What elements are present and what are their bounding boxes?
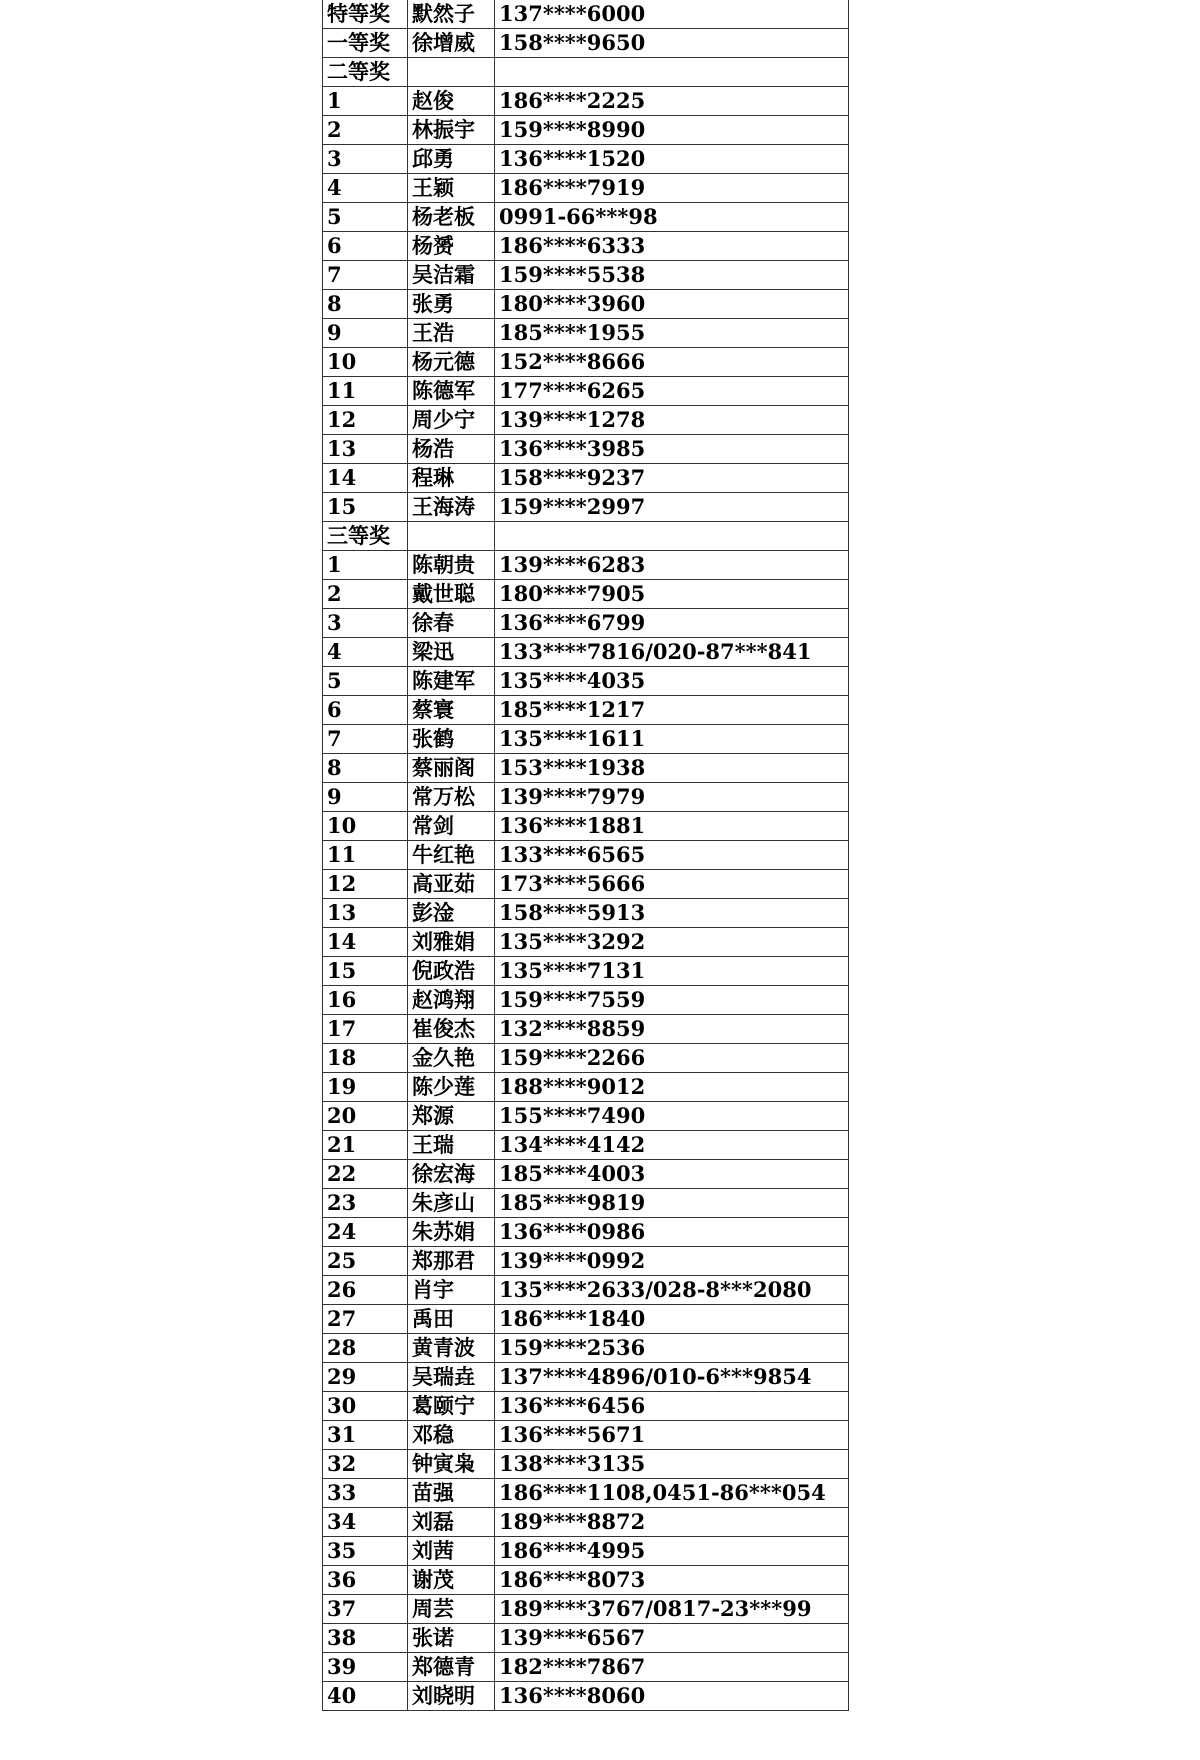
first-prize-row — [323, 29, 849, 58]
rank-cell: 17 — [323, 1015, 408, 1044]
winner-name-cell: 邓稳 — [408, 1421, 495, 1450]
rank-cell: 15 — [323, 493, 408, 522]
rank-cell: 22 — [323, 1160, 408, 1189]
phone-cell: 180****7905 — [495, 580, 849, 609]
table-row — [323, 1044, 849, 1073]
rank-cell: 13 — [323, 899, 408, 928]
table-row — [323, 377, 849, 406]
winner-name-cell: 陈德军 — [408, 377, 495, 406]
winner-name-cell: 陈建军 — [408, 667, 495, 696]
table-row — [323, 812, 849, 841]
rank-cell: 4 — [323, 174, 408, 203]
rank-cell: 8 — [323, 290, 408, 319]
winner-name-cell: 杨元德 — [408, 348, 495, 377]
phone-cell: 188****9012 — [495, 1073, 849, 1102]
phone-cell: 159****8990 — [495, 116, 849, 145]
rank-cell: 28 — [323, 1334, 408, 1363]
rank-cell: 19 — [323, 1073, 408, 1102]
rank-cell: 15 — [323, 957, 408, 986]
table-row — [323, 406, 849, 435]
rank-cell: 23 — [323, 1189, 408, 1218]
winner-name-cell: 周少宁 — [408, 406, 495, 435]
rank-cell: 3 — [323, 609, 408, 638]
phone-cell: 159****5538 — [495, 261, 849, 290]
winner-name-cell: 常万松 — [408, 783, 495, 812]
phone-cell: 135****2633/028-8***2080 — [495, 1276, 849, 1305]
table-row — [323, 754, 849, 783]
rank-cell: 7 — [323, 725, 408, 754]
rank-cell: 5 — [323, 667, 408, 696]
winner-name-cell: 徐宏海 — [408, 1160, 495, 1189]
winner-name-cell: 陈少莲 — [408, 1073, 495, 1102]
rank-cell: 37 — [323, 1595, 408, 1624]
phone-cell: 139****7979 — [495, 783, 849, 812]
table-row — [323, 870, 849, 899]
phone-cell: 136****1520 — [495, 145, 849, 174]
winner-name-cell: 王浩 — [408, 319, 495, 348]
table-row — [323, 928, 849, 957]
phone-cell: 133****6565 — [495, 841, 849, 870]
phone-cell: 186****1840 — [495, 1305, 849, 1334]
rank-cell: 38 — [323, 1624, 408, 1653]
table-row — [323, 899, 849, 928]
table-row — [323, 1247, 849, 1276]
grand-prize-phone: 137****6000 — [495, 0, 849, 29]
winner-name-cell: 杨老板 — [408, 203, 495, 232]
table-row — [323, 319, 849, 348]
winner-name-cell: 郑那君 — [408, 1247, 495, 1276]
winner-name-cell: 王颖 — [408, 174, 495, 203]
rank-cell: 7 — [323, 261, 408, 290]
table-row — [323, 116, 849, 145]
rank-cell: 31 — [323, 1421, 408, 1450]
rank-cell: 9 — [323, 319, 408, 348]
winner-name-cell: 邱勇 — [408, 145, 495, 174]
winner-name-cell: 苗强 — [408, 1479, 495, 1508]
table-row — [323, 1305, 849, 1334]
phone-cell: 155****7490 — [495, 1102, 849, 1131]
winner-name-cell: 周芸 — [408, 1595, 495, 1624]
table-row — [323, 1334, 849, 1363]
winner-name-cell: 刘晓明 — [408, 1682, 495, 1711]
rank-cell: 1 — [323, 87, 408, 116]
table-row — [323, 1160, 849, 1189]
rank-cell: 12 — [323, 870, 408, 899]
rank-cell: 40 — [323, 1682, 408, 1711]
winner-name-cell: 徐春 — [408, 609, 495, 638]
rank-cell: 2 — [323, 580, 408, 609]
table-row — [323, 986, 849, 1015]
table-row — [323, 1015, 849, 1044]
winner-name-cell: 吴瑞垚 — [408, 1363, 495, 1392]
table-row — [323, 1392, 849, 1421]
rank-cell: 3 — [323, 145, 408, 174]
phone-cell: 186****4995 — [495, 1537, 849, 1566]
winner-name-cell: 张诺 — [408, 1624, 495, 1653]
phone-cell: 134****4142 — [495, 1131, 849, 1160]
table-row — [323, 1363, 849, 1392]
winner-name-cell: 崔俊杰 — [408, 1015, 495, 1044]
winner-name-cell: 张勇 — [408, 290, 495, 319]
rank-cell: 24 — [323, 1218, 408, 1247]
table-row — [323, 1653, 849, 1682]
phone-cell: 189****8872 — [495, 1508, 849, 1537]
phone-cell: 185****4003 — [495, 1160, 849, 1189]
phone-cell: 135****4035 — [495, 667, 849, 696]
rank-cell: 27 — [323, 1305, 408, 1334]
table-row — [323, 290, 849, 319]
rank-cell: 36 — [323, 1566, 408, 1595]
phone-cell: 186****2225 — [495, 87, 849, 116]
winner-name-cell: 钟寅枭 — [408, 1450, 495, 1479]
phone-cell: 135****3292 — [495, 928, 849, 957]
table-row — [323, 261, 849, 290]
phone-cell: 138****3135 — [495, 1450, 849, 1479]
empty-cell — [408, 522, 495, 551]
winner-name-cell: 牛红艳 — [408, 841, 495, 870]
winner-name-cell: 葛颐宁 — [408, 1392, 495, 1421]
phone-cell: 159****2997 — [495, 493, 849, 522]
phone-cell: 139****6567 — [495, 1624, 849, 1653]
rank-cell: 21 — [323, 1131, 408, 1160]
table-row — [323, 580, 849, 609]
second-prize-label: 二等奖 — [323, 58, 408, 87]
phone-cell: 136****8060 — [495, 1682, 849, 1711]
rank-cell: 9 — [323, 783, 408, 812]
table-row — [323, 493, 849, 522]
phone-cell: 135****1611 — [495, 725, 849, 754]
winner-name-cell: 刘雅娟 — [408, 928, 495, 957]
winner-name-cell: 常剑 — [408, 812, 495, 841]
grand-prize-label: 特等奖 — [323, 0, 408, 29]
rank-cell: 35 — [323, 1537, 408, 1566]
phone-cell: 186****8073 — [495, 1566, 849, 1595]
phone-cell: 132****8859 — [495, 1015, 849, 1044]
winner-name-cell: 金久艳 — [408, 1044, 495, 1073]
table-row — [323, 1276, 849, 1305]
rank-cell: 11 — [323, 841, 408, 870]
table-row — [323, 145, 849, 174]
third-prize-label: 三等奖 — [323, 522, 408, 551]
table-row — [323, 232, 849, 261]
rank-cell: 25 — [323, 1247, 408, 1276]
table-row — [323, 1595, 849, 1624]
phone-cell: 139****6283 — [495, 551, 849, 580]
rank-cell: 34 — [323, 1508, 408, 1537]
winner-name-cell: 张鹤 — [408, 725, 495, 754]
table-row — [323, 435, 849, 464]
table-row — [323, 1624, 849, 1653]
winner-name-cell: 林振宇 — [408, 116, 495, 145]
winner-name-cell: 蔡丽阁 — [408, 754, 495, 783]
winner-name-cell: 谢茂 — [408, 1566, 495, 1595]
winner-name-cell: 倪政浩 — [408, 957, 495, 986]
rank-cell: 14 — [323, 928, 408, 957]
winner-name-cell: 戴世聪 — [408, 580, 495, 609]
rank-cell: 6 — [323, 232, 408, 261]
rank-cell: 4 — [323, 638, 408, 667]
table-row — [323, 1479, 849, 1508]
phone-cell: 189****3767/0817-23***99 — [495, 1595, 849, 1624]
rank-cell: 12 — [323, 406, 408, 435]
rank-cell: 20 — [323, 1102, 408, 1131]
table-row — [323, 609, 849, 638]
winner-name-cell: 黄青波 — [408, 1334, 495, 1363]
table-row — [323, 1450, 849, 1479]
table-row — [323, 783, 849, 812]
rank-cell: 1 — [323, 551, 408, 580]
winner-name-cell: 陈朝贵 — [408, 551, 495, 580]
rank-cell: 16 — [323, 986, 408, 1015]
rank-cell: 26 — [323, 1276, 408, 1305]
table-row — [323, 551, 849, 580]
table-row — [323, 1189, 849, 1218]
rank-cell: 6 — [323, 696, 408, 725]
phone-cell: 136****0986 — [495, 1218, 849, 1247]
empty-cell — [408, 58, 495, 87]
phone-cell: 136****3985 — [495, 435, 849, 464]
rank-cell: 11 — [323, 377, 408, 406]
phone-cell: 136****6799 — [495, 609, 849, 638]
rank-cell: 39 — [323, 1653, 408, 1682]
winner-name-cell: 王瑞 — [408, 1131, 495, 1160]
winner-name-cell: 赵鸿翔 — [408, 986, 495, 1015]
rank-cell: 29 — [323, 1363, 408, 1392]
winner-name-cell: 王海涛 — [408, 493, 495, 522]
phone-cell: 177****6265 — [495, 377, 849, 406]
table-row — [323, 1508, 849, 1537]
table-row — [323, 87, 849, 116]
phone-cell: 136****1881 — [495, 812, 849, 841]
table-row — [323, 1537, 849, 1566]
winner-name-cell: 彭淦 — [408, 899, 495, 928]
rank-cell: 8 — [323, 754, 408, 783]
rank-cell: 18 — [323, 1044, 408, 1073]
table-row — [323, 1102, 849, 1131]
first-prize-phone: 158****9650 — [495, 29, 849, 58]
table-row — [323, 1421, 849, 1450]
winner-name-cell: 梁迅 — [408, 638, 495, 667]
phone-cell: 133****7816/020-87***841 — [495, 638, 849, 667]
phone-cell: 159****7559 — [495, 986, 849, 1015]
rank-cell: 5 — [323, 203, 408, 232]
winners-table — [322, 0, 849, 1711]
table-row — [323, 1682, 849, 1711]
winner-name-cell: 刘磊 — [408, 1508, 495, 1537]
winner-name-cell: 赵俊 — [408, 87, 495, 116]
phone-cell: 136****5671 — [495, 1421, 849, 1450]
winner-name-cell: 朱苏娟 — [408, 1218, 495, 1247]
first-prize-label: 一等奖 — [323, 29, 408, 58]
table-row — [323, 1566, 849, 1595]
phone-cell: 173****5666 — [495, 870, 849, 899]
winner-name-cell: 吴洁霜 — [408, 261, 495, 290]
rank-cell: 32 — [323, 1450, 408, 1479]
table-row — [323, 1131, 849, 1160]
phone-cell: 136****6456 — [495, 1392, 849, 1421]
empty-cell — [495, 522, 849, 551]
rank-cell: 10 — [323, 812, 408, 841]
rank-cell: 14 — [323, 464, 408, 493]
phone-cell: 137****4896/010-6***9854 — [495, 1363, 849, 1392]
phone-cell: 186****7919 — [495, 174, 849, 203]
phone-cell: 186****6333 — [495, 232, 849, 261]
winner-name-cell: 蔡寰 — [408, 696, 495, 725]
rank-cell: 30 — [323, 1392, 408, 1421]
phone-cell: 185****1955 — [495, 319, 849, 348]
table-row — [323, 174, 849, 203]
rank-cell: 2 — [323, 116, 408, 145]
winner-name-cell: 杨赟 — [408, 232, 495, 261]
winner-name-cell: 郑源 — [408, 1102, 495, 1131]
table-row — [323, 203, 849, 232]
phone-cell: 153****1938 — [495, 754, 849, 783]
phone-cell: 180****3960 — [495, 290, 849, 319]
phone-cell: 158****9237 — [495, 464, 849, 493]
phone-cell: 182****7867 — [495, 1653, 849, 1682]
table-row — [323, 725, 849, 754]
winner-name-cell: 杨浩 — [408, 435, 495, 464]
phone-cell: 185****9819 — [495, 1189, 849, 1218]
third-prize-header-row — [323, 522, 849, 551]
empty-cell — [495, 58, 849, 87]
grand-prize-name: 默然子 — [408, 0, 495, 29]
winner-name-cell: 朱彦山 — [408, 1189, 495, 1218]
phone-cell: 185****1217 — [495, 696, 849, 725]
table-row — [323, 348, 849, 377]
first-prize-name: 徐增威 — [408, 29, 495, 58]
table-row — [323, 1073, 849, 1102]
table-row — [323, 638, 849, 667]
table-row — [323, 957, 849, 986]
phone-cell: 159****2536 — [495, 1334, 849, 1363]
phone-cell: 152****8666 — [495, 348, 849, 377]
winner-name-cell: 程琳 — [408, 464, 495, 493]
winner-name-cell: 禹田 — [408, 1305, 495, 1334]
grand-prize-row — [323, 0, 849, 29]
winners-table-body — [323, 0, 849, 1711]
phone-cell: 135****7131 — [495, 957, 849, 986]
table-row — [323, 1218, 849, 1247]
table-row — [323, 696, 849, 725]
winner-name-cell: 肖宇 — [408, 1276, 495, 1305]
table-row — [323, 841, 849, 870]
winner-name-cell: 高亚茹 — [408, 870, 495, 899]
winner-name-cell: 刘茜 — [408, 1537, 495, 1566]
phone-cell: 139****0992 — [495, 1247, 849, 1276]
second-prize-header-row — [323, 58, 849, 87]
phone-cell: 159****2266 — [495, 1044, 849, 1073]
rank-cell: 33 — [323, 1479, 408, 1508]
phone-cell: 186****1108,0451-86***054 — [495, 1479, 849, 1508]
phone-cell: 139****1278 — [495, 406, 849, 435]
winner-name-cell: 郑德青 — [408, 1653, 495, 1682]
table-row — [323, 464, 849, 493]
table-row — [323, 667, 849, 696]
rank-cell: 10 — [323, 348, 408, 377]
phone-cell: 158****5913 — [495, 899, 849, 928]
phone-cell: 0991-66***98 — [495, 203, 849, 232]
rank-cell: 13 — [323, 435, 408, 464]
